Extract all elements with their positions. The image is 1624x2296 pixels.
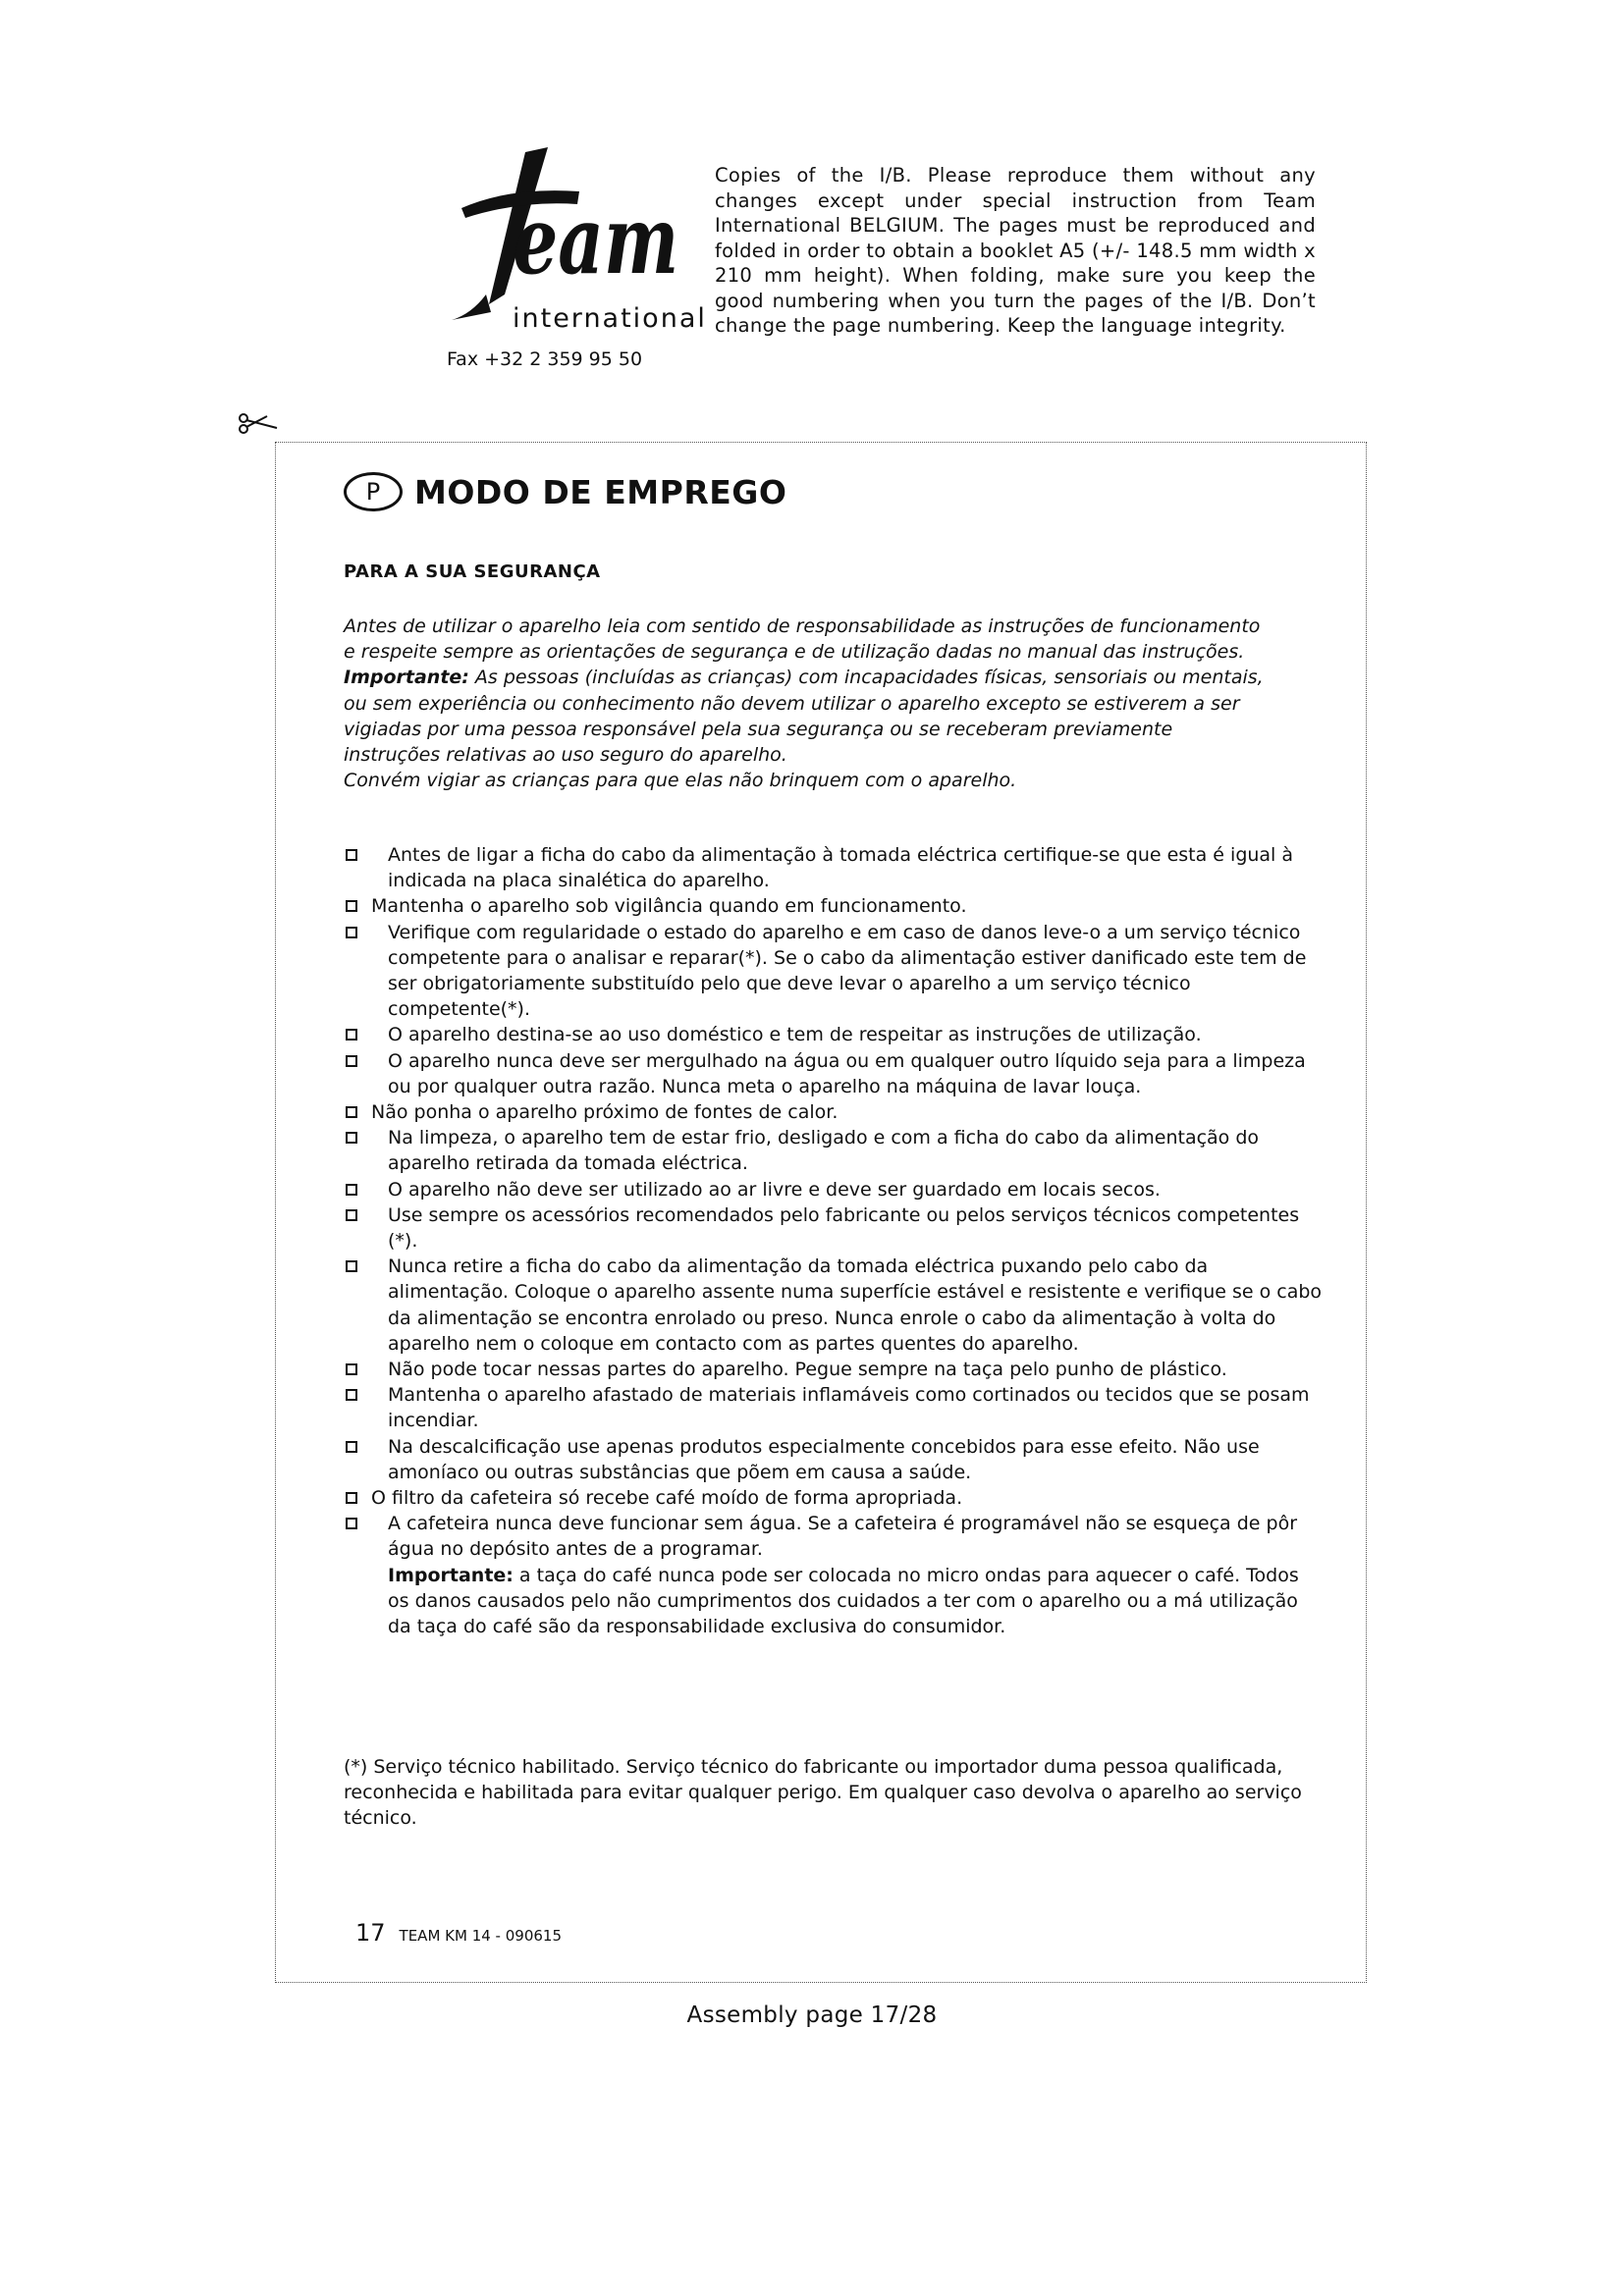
safety-list bbox=[344, 842, 1326, 1639]
checkbox-bullet-icon bbox=[346, 1209, 357, 1221]
list-item: Verifique com regularidade o estado do aparelho e em caso de danos leve-o a um serviço técnico competente para o analisar e reparar(*). Se o cabo da alimentação estiver danificado este tem de ser obrigatoriamente substituído pelo que deve levar o aparelho a um serviço técnico competente(*). bbox=[344, 920, 1326, 1023]
checkbox-bullet-icon bbox=[346, 1055, 357, 1067]
checkbox-bullet-icon bbox=[346, 1441, 357, 1453]
checkbox-bullet-icon bbox=[346, 1106, 357, 1118]
list-item: Use sempre os acessórios recomendados pelo fabricante ou pelos serviços técnicos competentes (*). bbox=[344, 1202, 1326, 1254]
page-footer bbox=[355, 1919, 562, 1947]
list-item: Não ponha o aparelho próximo de fontes de calor. bbox=[344, 1099, 1326, 1125]
checkbox-bullet-icon bbox=[346, 927, 357, 938]
reproduction-instructions: Copies of the I/B. Please reproduce them without any changes except under special instruction from Team International BELGIUM. The pages must be reproduced and folded in order to obtain a booklet A5 (+/- 148.5 mm width x 210 mm height). When folding, make sure you keep the good numbering when you turn the pages of the I/B. Don’t change the page numbering. Keep the language integrity. bbox=[715, 164, 1316, 337]
checkbox-bullet-icon bbox=[346, 1518, 357, 1529]
important-text: As pessoas (incluídas as crianças) com incapacidades físicas, sensoriais ou mentais, ou sem experiência ou conhecimento não devem utilizar o aparelho excepto se estiverem a ser vigiadas por uma pessoa responsável pela sua segurança ou se receberam previamente instruções relativas ao uso seguro do aparelho. bbox=[344, 667, 1264, 767]
checkbox-bullet-icon bbox=[346, 1492, 357, 1504]
checkbox-bullet-icon bbox=[346, 1132, 357, 1144]
list-item: Não pode tocar nessas partes do aparelho. Pegue sempre na taça pelo punho de plástico. bbox=[344, 1357, 1326, 1382]
page-number: 17 bbox=[355, 1919, 386, 1947]
team-international-logo bbox=[432, 147, 707, 334]
footnote: (*) Serviço técnico habilitado. Serviço técnico do fabricante ou importador duma pessoa qualificada, reconhecida e habilitada para evitar qualquer perigo. Em qualquer caso devolva o aparelho ao serviço técnico. bbox=[344, 1756, 1302, 1830]
checkbox-bullet-icon bbox=[346, 1389, 357, 1401]
cup-warning bbox=[388, 1563, 1326, 1640]
model-code: TEAM KM 14 - 090615 bbox=[399, 1927, 563, 1945]
list-item: Mantenha o aparelho sob vigilância quando em funcionamento. bbox=[344, 893, 1326, 919]
safety-intro bbox=[344, 614, 1267, 793]
list-item: Mantenha o aparelho afastado de materiais inflamáveis como cortinados ou tecidos que se posam incendiar. bbox=[344, 1382, 1326, 1433]
checkbox-bullet-icon bbox=[346, 900, 357, 912]
svg-text:eam: eam bbox=[513, 185, 679, 296]
checkbox-bullet-icon bbox=[346, 1029, 357, 1041]
intro-important bbox=[344, 665, 1267, 768]
list-item: O aparelho nunca deve ser mergulhado na água ou em qualquer outro líquido seja para a limpeza ou por qualquer outra razão. Nunca meta o aparelho na máquina de lavar louça. bbox=[344, 1048, 1326, 1099]
checkbox-bullet-icon bbox=[346, 1363, 357, 1375]
checkbox-bullet-icon bbox=[346, 1184, 357, 1196]
assembly-page-label: Assembly page 17/28 bbox=[686, 2002, 938, 2028]
fax-number: Fax +32 2 359 95 50 bbox=[447, 348, 643, 370]
list-item: O filtro da cafeteira só recebe café moído de forma apropriada. bbox=[344, 1485, 1326, 1511]
important-label: Importante: bbox=[388, 1564, 514, 1586]
manual-title: MODO DE EMPREGO bbox=[414, 472, 787, 511]
list-item: O aparelho destina-se ao uso doméstico e tem de respeitar as instruções de utilização. bbox=[344, 1022, 1326, 1047]
intro-children: Convém vigiar as crianças para que elas não brinquem com o aparelho. bbox=[344, 770, 1017, 792]
checkbox-bullet-icon bbox=[346, 1260, 357, 1272]
list-item: Na descalcificação use apenas produtos especialmente concebidos para esse efeito. Não use amoníaco ou outras substâncias que põem em causa a saúde. bbox=[344, 1434, 1326, 1485]
scissors-icon bbox=[238, 410, 279, 436]
list-item: Na limpeza, o aparelho tem de estar frio, desligado e com a ficha do cabo da alimentação do aparelho retirada da tomada eléctrica. bbox=[344, 1125, 1326, 1176]
list-item: Nunca retire a ficha do cabo da alimentação da tomada eléctrica puxando pelo cabo da alimentação. Coloque o aparelho assente numa superfície estável e resistente e verifique se o cabo da alimentação se encontra enrolado ou preso. Nunca enrole o cabo da alimentação à volta do aparelho nem o coloque em contacto com as partes quentes do aparelho. bbox=[344, 1254, 1326, 1357]
list-item: O aparelho não deve ser utilizado ao ar livre e deve ser guardado em locais secos. bbox=[344, 1177, 1326, 1202]
intro-paragraph: Antes de utilizar o aparelho leia com sentido de responsabilidade as instruções de funcionamento e respeite sempre as orientações de segurança e de utilização dadas no manual das instruções. bbox=[344, 615, 1261, 664]
section-title: PARA A SUA SEGURANÇA bbox=[344, 561, 601, 582]
cup-warning-text: a taça do café nunca pode ser colocada no micro ondas para aquecer o café. Todos os danos causados pelo não cumprimentos dos cuidados a ter com o aparelho ou a má utilização da taça do café são da responsabilidade exclusiva do consumidor. bbox=[388, 1564, 1299, 1638]
manual-heading bbox=[344, 468, 786, 515]
list-item: A cafeteira nunca deve funcionar sem água. Se a cafeteira é programável não se esqueça de pôr água no depósito antes de a programar. Importante: a taça do café nunca pode ser colocada no micro ondas para aquecer o café. Todos os danos causados pelo não cumprimentos dos cuidados a ter com o aparelho ou a má utilização da taça do café são da responsabilidade exclusiva do consumidor. bbox=[344, 1511, 1326, 1639]
svg-text:international: international bbox=[513, 303, 707, 334]
list-item: Antes de ligar a ficha do cabo da alimentação à tomada eléctrica certifique-se que esta é igual à indicada na placa sinalética do aparelho. bbox=[344, 842, 1326, 893]
important-label: Importante: bbox=[344, 667, 469, 689]
checkbox-bullet-icon bbox=[346, 849, 357, 861]
language-badge: P bbox=[344, 472, 403, 511]
